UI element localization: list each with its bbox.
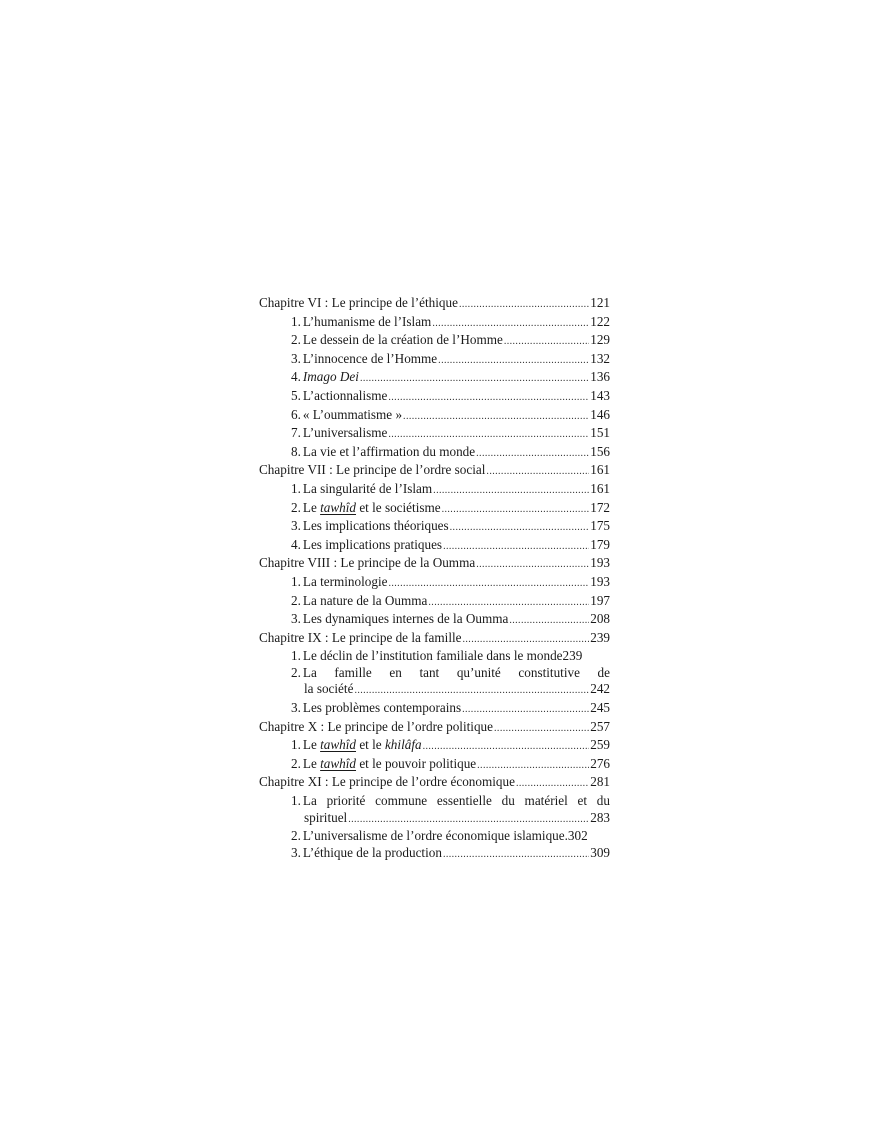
toc-section-number: 8. <box>291 443 301 459</box>
dot-leader <box>494 721 589 738</box>
toc-section[interactable] <box>291 388 610 407</box>
toc-page-number: 276 <box>590 755 610 771</box>
toc-section[interactable] <box>291 444 610 463</box>
toc-entry-title <box>303 756 476 773</box>
toc-section[interactable] <box>291 481 610 500</box>
toc-page-number: 242 <box>590 681 610 697</box>
toc-page-number: 122 <box>590 313 610 329</box>
toc-page-number: 156 <box>590 443 610 459</box>
toc-section-number: 3. <box>291 350 301 366</box>
toc-section-line-2 <box>304 681 610 700</box>
toc-section[interactable] <box>291 537 610 556</box>
toc-section-number: 1. <box>291 793 301 809</box>
toc-entry-title: Chapitre X : Le principe de l’ordre politique <box>259 718 494 734</box>
toc-page-number: 197 <box>590 592 610 608</box>
table-of-contents <box>259 295 610 863</box>
toc-page-number: 161 <box>590 480 610 496</box>
toc-page-number: 121 <box>590 295 610 310</box>
toc-entry-title-cont: la société <box>304 681 354 697</box>
toc-entry-title: Les dynamiques internes de la Oumma <box>302 611 509 627</box>
dot-leader <box>423 739 590 756</box>
toc-section[interactable] <box>291 407 610 426</box>
toc-section-line-1 <box>291 665 610 682</box>
dot-leader <box>450 520 590 537</box>
toc-entry-title: L’actionnalisme <box>302 387 388 403</box>
toc-section-number: 1. <box>291 737 301 753</box>
toc-section-number: 3. <box>291 611 301 627</box>
arabic-term: khilâfa <box>384 737 422 753</box>
arabic-term: tawhîd <box>320 755 357 771</box>
toc-entry-title: Chapitre XI : Le principe de l’ordre économique <box>259 774 515 790</box>
dot-leader <box>462 702 589 719</box>
toc-section-number: 4. <box>291 369 301 385</box>
toc-section[interactable] <box>291 611 610 630</box>
toc-section-number: 5. <box>291 387 301 403</box>
toc-entry-title: L’universalisme <box>302 425 388 441</box>
toc-entry-title: Le dessein de la création de l’Homme <box>302 332 503 348</box>
dot-leader <box>504 334 589 351</box>
toc-section-number: 2. <box>291 828 301 844</box>
dot-leader <box>388 427 589 444</box>
toc-section[interactable] <box>291 737 610 756</box>
toc-section-number: 3. <box>291 844 301 860</box>
dot-leader <box>428 595 589 612</box>
dot-leader <box>432 316 589 333</box>
dot-leader <box>388 390 589 407</box>
toc-section[interactable] <box>291 332 610 351</box>
toc-section-number: 3. <box>291 700 301 716</box>
toc-entry-title: Le déclin de l’institution familiale dans le monde <box>302 648 563 664</box>
toc-entry-title <box>303 500 441 517</box>
toc-section-number: 3. <box>291 518 301 534</box>
toc-page-number: 239 <box>562 648 583 664</box>
toc-entry-title: Chapitre IX : Le principe de la famille <box>259 629 462 645</box>
arabic-term: tawhîd <box>320 737 357 753</box>
dot-leader <box>476 557 589 574</box>
toc-page-number: 208 <box>590 611 610 627</box>
toc-section-number: 2. <box>291 664 301 680</box>
toc-section-number: 2. <box>291 499 301 515</box>
toc-entry-title: Les implications pratiques <box>302 536 443 552</box>
toc-entry-title: Chapitre VI : Le principe de l’éthique <box>259 295 458 310</box>
toc-section[interactable] <box>291 518 610 537</box>
toc-entry-title: L’éthique de la production <box>302 844 442 860</box>
dot-leader <box>443 847 589 864</box>
toc-entry-title: Chapitre VIII : Le principe de la Oumma <box>259 555 476 571</box>
toc-section[interactable] <box>291 351 610 370</box>
toc-section[interactable] <box>291 500 610 519</box>
toc-page-number: 161 <box>590 462 610 478</box>
toc-section-number: 6. <box>291 406 301 422</box>
dot-leader <box>459 297 589 314</box>
dot-leader <box>443 539 589 556</box>
toc-chapter-8[interactable] <box>259 555 610 574</box>
toc-entry-title: Les problèmes contemporains <box>302 700 462 716</box>
toc-chapter-11[interactable] <box>259 774 610 793</box>
toc-entry-title: La famille en tant qu’unité constitutive de <box>302 664 610 680</box>
dot-leader <box>438 353 589 370</box>
toc-section[interactable] <box>291 314 610 333</box>
toc-section-multiline[interactable] <box>291 665 610 700</box>
dot-leader <box>442 502 590 519</box>
toc-page-number: 239 <box>590 629 610 645</box>
title-part: Le <box>302 737 321 753</box>
dot-leader <box>403 409 589 426</box>
toc-entry-title: La nature de la Oumma <box>302 592 428 608</box>
toc-page-number: 136 <box>590 369 610 385</box>
title-part: Le <box>302 499 321 515</box>
toc-section-line-2 <box>304 810 610 829</box>
title-part: et le pouvoir politique <box>356 755 477 771</box>
toc-page-number: 302 <box>567 828 588 844</box>
toc-entry-title: La terminologie <box>302 573 388 589</box>
toc-entry-title: L’humanisme de l’Islam <box>302 313 432 329</box>
toc-entry-title: « L’oummatisme » <box>302 406 403 422</box>
toc-page-number: 259 <box>590 737 610 753</box>
dot-leader <box>476 446 589 463</box>
toc-page-number: 245 <box>590 700 610 716</box>
title-part: Le <box>302 755 321 771</box>
toc-section[interactable] <box>291 574 610 593</box>
toc-section[interactable] <box>291 700 610 719</box>
toc-entry-title: La vie et l’affirmation du monde <box>302 443 476 459</box>
toc-section[interactable] <box>291 593 610 612</box>
toc-page-number: 193 <box>590 573 610 589</box>
toc-section[interactable] <box>291 828 610 845</box>
toc-chapter-10[interactable] <box>259 719 610 738</box>
toc-page-number: 281 <box>590 774 610 790</box>
toc-page-number: 132 <box>590 350 610 366</box>
title-part: et le sociétisme <box>356 499 441 515</box>
toc-entry-title <box>303 737 422 754</box>
toc-section-number: 7. <box>291 425 301 441</box>
toc-section-number: 1. <box>291 648 301 664</box>
toc-section[interactable] <box>291 369 610 388</box>
dot-leader <box>477 758 589 775</box>
toc-page-number: 129 <box>590 332 610 348</box>
dot-leader <box>509 613 589 630</box>
toc-entry-title: Chapitre VII : Le principe de l’ordre social <box>259 462 486 478</box>
title-part: et le <box>356 737 385 753</box>
toc-page-number: 172 <box>590 499 610 515</box>
toc-entry-title: Les implications théoriques <box>302 518 449 534</box>
toc-page-number: 193 <box>590 555 610 571</box>
toc-section[interactable] <box>291 648 610 665</box>
toc-page-number: 309 <box>590 844 610 860</box>
dot-leader <box>433 483 589 500</box>
toc-section-number: 2. <box>291 592 301 608</box>
toc-section-line-1 <box>291 793 610 810</box>
dot-leader <box>516 776 589 793</box>
toc-page-number: 146 <box>590 406 610 422</box>
dot-leader <box>348 812 589 829</box>
dot-leader <box>360 371 589 388</box>
toc-page-number: 175 <box>590 518 610 534</box>
dot-leader <box>354 683 589 700</box>
toc-entry-title-cont: spirituel <box>304 809 348 825</box>
toc-entry-title: La singularité de l’Islam <box>302 480 433 496</box>
arabic-term: tawhîd <box>320 499 357 515</box>
toc-entry-title: L’innocence de l’Homme <box>302 350 438 366</box>
toc-chapter-7[interactable] <box>259 462 610 481</box>
toc-section-number: 4. <box>291 536 301 552</box>
toc-section-number: 2. <box>291 332 301 348</box>
toc-page-number: 143 <box>590 387 610 403</box>
toc-page-number: 151 <box>590 425 610 441</box>
toc-section-number: 2. <box>291 755 301 771</box>
toc-chapter-6[interactable] <box>259 295 610 314</box>
toc-entry-title: La priorité commune essentielle du matériel et du <box>302 793 610 809</box>
dot-leader <box>463 632 590 649</box>
dot-leader <box>486 464 589 481</box>
toc-page-number: 283 <box>590 809 610 825</box>
toc-section-number: 1. <box>291 313 301 329</box>
toc-section[interactable] <box>291 425 610 444</box>
toc-section[interactable] <box>291 756 610 775</box>
toc-section-number: 1. <box>291 573 301 589</box>
toc-section[interactable] <box>291 845 610 864</box>
toc-entry-title: Imago Dei <box>302 369 359 385</box>
dot-leader <box>388 576 589 593</box>
toc-chapter-9[interactable] <box>259 630 610 649</box>
toc-page-number: 257 <box>590 718 610 734</box>
toc-section-number: 1. <box>291 480 301 496</box>
toc-section-multiline[interactable] <box>291 793 610 828</box>
toc-page-number: 179 <box>590 536 610 552</box>
toc-entry-title: L’universalisme de l’ordre économique islamique. <box>302 828 568 844</box>
